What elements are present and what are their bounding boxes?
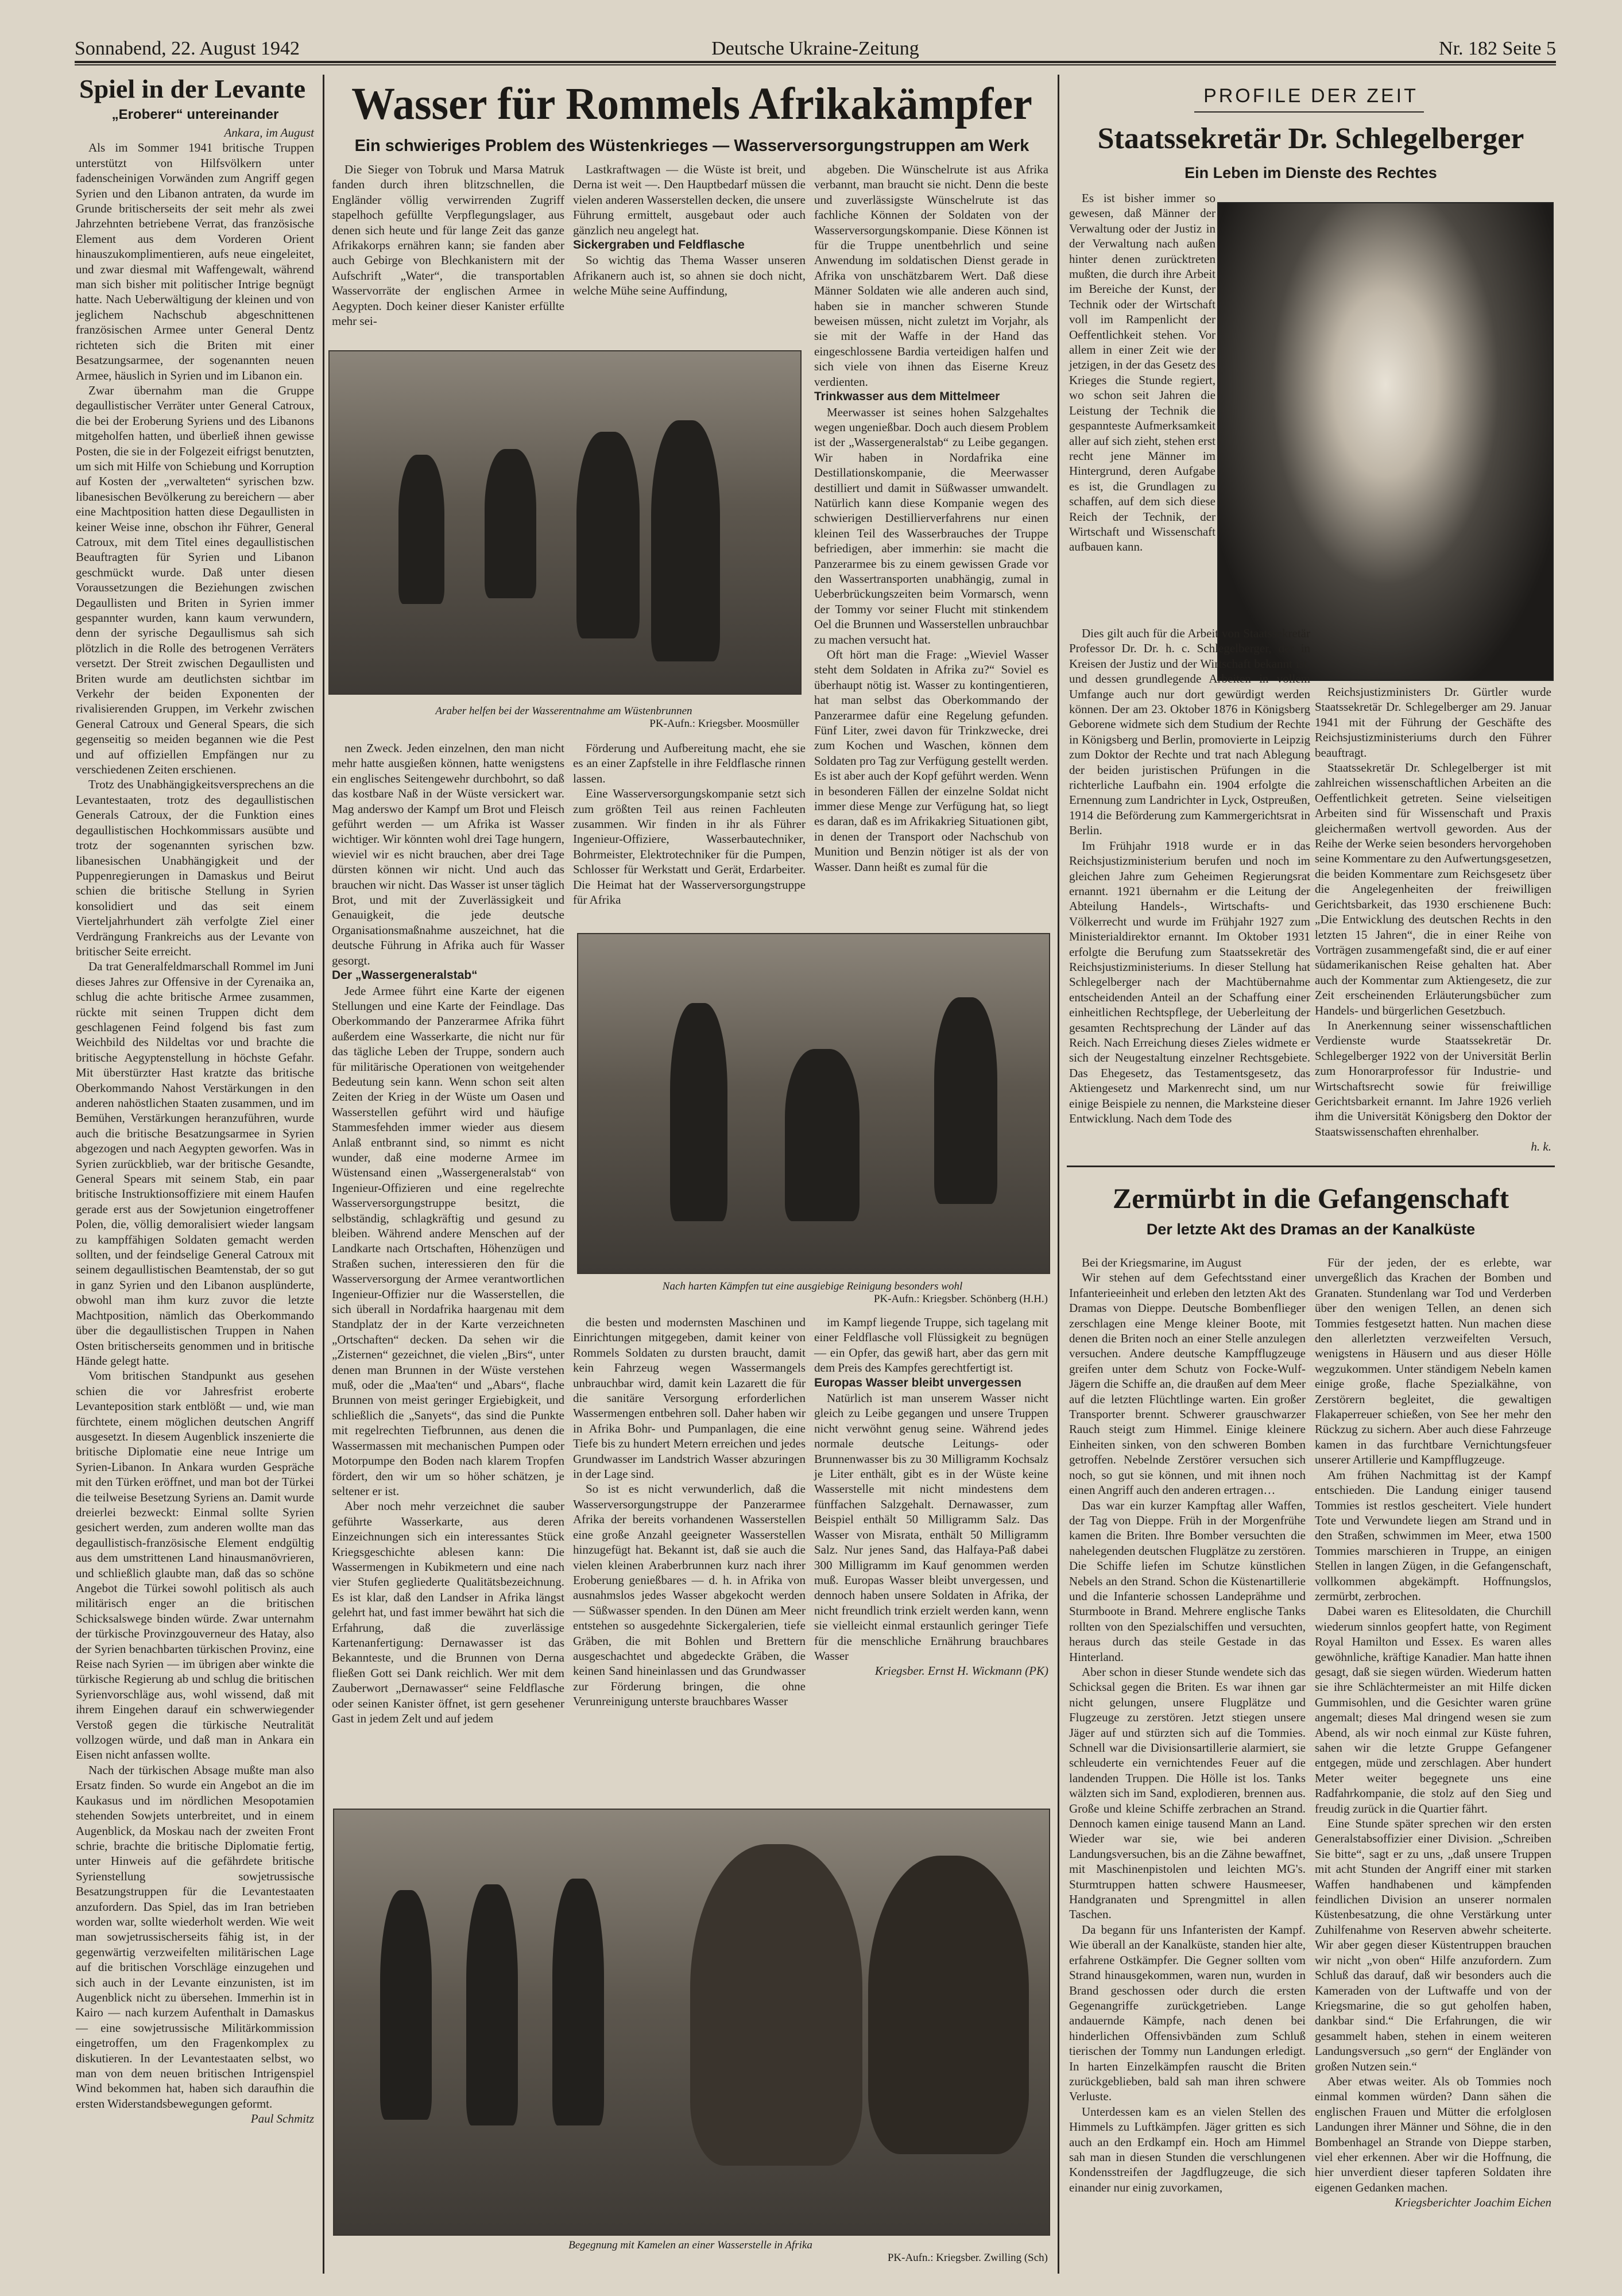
levante-paragraph: Da trat Generalfeldmarschall Rommel im Juni dieses Jahres zur Offensive in der Cyrenaika an, schlug die achte britische Armee zusammen, rückte mit seinen Truppen dicht dem geschlagenen Feind folgend bis fast zum Weichbild des Nildeltas vor und brachte die britische Aegyptenstellung in höchste Gefahr. Mit überstürzter Hast kratzte das britische Oberkommando Nahost Verstärkungen in den anderen nahöstlichen Staaten zusammen, und im Bemühen, Verstärkungen heranzuführen, wurde auch die britische Besatzungsarmee in Syrien abgezogen und nach Aegypten geworfen. Was in Syrien zurückblieb, war der britische Gesandte, General Spears mit seinem Stab, ein paar britische Instruktionsoffiziere mit einem Haufen gerade erst aus der Sowjetunion eingetroffener Polen, die, völlig demoralisiert wieder langsam zu kampffähigen Soldaten gemacht werden sollten, und der feindselige General Catroux mit seinem degaullistischen Beamtenstab, der so gut in ganz Syrien und den Libanon ausplünderte, obwohl man ihm kurz zuvor die letzte Machtposition, nämlich das Oberkommando über die degaullistischen Truppen in Nahen Osten britischerseits genommen und in britische Hände gelegt hatte. bbox=[76, 959, 314, 1368]
rommel-paragraph: die besten und modernsten Maschinen und Einrichtungen mitgegeben, damit keiner von Rommels Soldaten zu dursten braucht, damit kein Fahrzeug wegen Wassermangels unbrauchbar wird, damit kein Lazarett die für die sanitäre Versorgung erforderlichen Wassermengen entbehren soll. Daher haben wir in Afrika Bohr- und Pumpanlagen, die eine Tiefe bis zu hundert Metern erreichen und jedes Grundwasser im Landstrich Wasser abzuringen in der Lage sind. bbox=[573, 1315, 806, 1481]
profile-author: h. k. bbox=[1531, 1140, 1551, 1154]
rommel-paragraph: Aber noch mehr verzeichnet die sauber geführte Wasserkarte, aus deren Einzeichnungen sich ein interessantes Stück Kriegsgeschichte ablesen kann: Die Wassermengen in Kubikmetern und eine nach vier Stufen gegliederte Qualitätsbezeichnung. Es ist klar, daß den Landser in Afrika längst gelehrt hat, und fast immer bewährt hat sich die Erfahrung, daß die zuverlässige Kartenanfertigung: Dernawasser ist das Bekannteste, und die Brunnen von Derna fließen Gott sei Dank reichlich. Wer mit dem Zauberwort „Dernawasser“ seine Feldflasche oder seinen Kanister öffnet, ist gern gesehener Gast in jedem Zelt und auf jedem bbox=[332, 1499, 564, 1725]
rommel-paragraph: So ist es nicht verwunderlich, daß die Wasserversorgungstruppe der Panzerarmee Afrika der bereits vorhandenen Wasserstellen eine große Anzahl geeigneter Wasserstellen hinzugefügt hat. Bekannt ist, daß sie auch die vielen kleinen Araberbrunnen kurz nach ihrer Eroberung genießbares — d. h. in Afrika von ausnahmslos jedes Wasser abgekocht werden — Süßwasser spenden. In den Dünen am Meer entstehen so ausgedehnte Sickergalerien, tiefe Gräben, die mit Bohlen und Brettern ausgeschachtet und abgedeckte Gräben, die keinen Sand hineinlassen und das Grundwasser zur Förderung bringen, die ohne Verunreinigung unterste brauchbares Wasser bbox=[573, 1482, 806, 1709]
profile-paragraph: Staatssekretär Dr. Schlegelberger ist mit zahlreichen wissenschaftlichen Arbeiten an die Oeffentlichkeit getreten. Seine vielseitigen Arbeiten sind für Wissenschaft und Praxis gleichermaßen wertvoll geworden. Aus der Reihe der Werke seien besonders hervorgehoben seine Kommentare zu den Aufwertungsgesetzen, die beiden Kommentare zum Reichsgesetz über die Angelegenheiten der freiwilligen Gerichtsbarkeit, das 1930 erschienene Buch: „Die Entwicklung des deutschen Rechts in den letzten 15 Jahren“, die in einer Reihe von Vorträgen zusammengefaßt sind, die er auf einer südamerikanischen Reise gehalten hat. Aber auch der Kommentar zum Aktiengesetz, die zur Zeit erscheinenden Erläuterungsbücher zum Handels- und bürgerlichen Gesetzbuch. bbox=[1315, 761, 1551, 1017]
profile-kicker: PROFILE DER ZEIT bbox=[1203, 85, 1418, 107]
rommel-paragraph: Jede Armee führt eine Karte der eigenen Stellungen und eine Karte der Feindlage. Das Oberkommando der Panzerarmee Afrika führt außerdem eine Wasserkarte, die nicht nur für das tägliche Leben der Truppe, sondern auch für militärische Operationen von weitgehender Bedeutung sein kann. Wenn schon seit alten Zeiten der Krieg in der Wüste um Oasen und Wasserstellen geführt wird und häufige Stammesfehden immer wieder aus diesem Anlaß entbrannt sind, so nimmt es nicht wunder, daß eine moderne Armee im Wüstensand einen „Wassergeneralstab“ von Ingenieur-Offizieren und eine regelrechte Wasserversorgungstruppe besitzt, die selbständig, schlagkräftig und gesund zu bleiben. Während andere Menschen auf der Landkarte nach Ortschaften, Höhenzügen und Straßen suchen, interessieren den für die Wasserversorgung der Armee verantwortlichen Ingenieur-Offizier nur die Wasserstellen, die sich überall in Nordafrika haargenau mit dem Standplatz der in der Karte verzeichneten „Ortschaften“ decken. Da sehen wir die „Zisternen“ gezeichnet, die vielen „Birs“, unter denen man Brunnen in der Wüste verstehen muß, oder die „Maa'ten“ und „Abars“, flache Brunnen von meist geringer Ergiebigkeit, und schließlich die „Sanyets“, das sind die Punkte mit regelrechten Tiefbrunnen, aus denen die Wassermassen mit mechanischen Pumpen oder Motorpumpe den Boden nach klarem Tropfen fördert, den wir um so höher schätzen, je seltener er ist. bbox=[332, 984, 564, 1498]
caption-credit: PK-Aufn.: Kriegsber. Moosmüller bbox=[649, 718, 799, 730]
rommel-subtitle: Ein schwieriges Problem des Wüstenkrieges — Wasserversorgungstruppen am Werk bbox=[354, 137, 1029, 155]
photo-figure bbox=[670, 1003, 727, 1221]
rommel-paragraph: Lastkraftwagen — die Wüste ist breit, und Derna ist weit —. Den Hauptbedarf müssen die vielen anderen Wasserstellen decken, die unsere Führung ermittelt, ausgebaut oder auch gänzlich neu angelegt hat. bbox=[573, 162, 806, 237]
profile-paragraph: Reichsjustizministers Dr. Gürtler wurde Staatssekretär Dr. Schlegelberger am 29. Januar 1941 mit der Führung der Geschäfte des Reichsjustizministeriums durch den Führer beauftragt. bbox=[1315, 685, 1551, 760]
profile-kicker-rule bbox=[1194, 111, 1424, 113]
gefangen-paragraph: Das war ein kurzer Kampftag aller Waffen, der Tag von Dieppe. Früh in der Morgenfrühe kamen die Briten. Ihre Bomber versuchten die nahelegenden deutschen Flugplätze zu zerstören. Die Schiffe liefen im Schutze künstlichen Nebels an den Strand. Schon die Küstenartillerie und die Infanterie schossen Landeprähme und Sturmboote in Brand. Mehrere englische Tanks rollten von den Spezialschiffen und versuchten, heraus durch das steile Gestade in das Hinterland. bbox=[1069, 1498, 1306, 1664]
profile-paragraph: Im Frühjahr 1918 wurde er in das Reichsjustizministerium berufen und noch im gleichen Jahre zum Geheimen Regierungsrat ernannt. 1921 übernahm er die Leitung der Abteilung Handels-, Wirtschafts- und Völkerrecht und wurde im Frühjahr 1927 zum Ministerialdirektor ernannt. Im Oktober 1931 erfolgte die Berufung zum Staatssekretär des Reichsjustizministeriums. In dieser Stellung hat Schlegelberger nach der Machtübernahme entscheidenden Anteil an der Schaffung einer einheitlichen Rechtspflege, der Ueberleitung der gesamten Rechtsprechung der Länder auf das Reich. Nach Erreichung dieses Zieles widmete er sich der Neugestaltung einzelner Rechtsgebiete. Das Ehegesetz, das Testamentsgesetz, das Aktiengesetz und Markenrecht sind, um nur einige Beispiele zu nennen, die Marksteine dieser Entwicklung. Nach dem Tode des bbox=[1069, 838, 1310, 1125]
gefangen-col-left bbox=[1069, 1255, 1306, 2271]
levante-paragraph: Zwar übernahm man die Gruppe degaullistischer Verräter unter General Catroux, die bei der Eroberung Syriens und des Libanons mitgeholfen hatten, und überließ ihnen gewisse Posten, die sie in der Folgezeit eifrigst benutzten, um sich mit Hilfe von Schiebung und Korruption auf Kosten der „verwalteten“ syrischen bzw. libanesischen Bevölkerung zu bereichern — aber eine Machtposition hatten diese Degaullisten in keiner Weise inne, obschon ihr Führer, General Catroux, mit dem Titel eines degaullistischen Beauftragten für Syrien und Libanon geschmückt wurde. Daß unter diesen Voraussetzungen die Beziehungen zwischen Degaullisten und Briten in Syrien immer gespannter wurden, kann kaum verwundern, denn der syrische Degaullismus sah sich plötzlich in die Rolle des betrogenen Verräters versetzt. Der Streit zwischen Degaullisten und Briten wurde am deutlichsten sichtbar im Verkehr der beiden Exponenten der rivalisierenden Gruppen, im Verkehr zwischen General Catroux und General Spears, die sich gegenseitig so meiden begannen wie die Pest und auf offiziellen Empfängen nur zu verschiedenen Zeiten erschienen. bbox=[76, 383, 314, 777]
gefangen-paragraph: Unterdessen kam es an vielen Stellen des Himmels zu Luftkämpfen. Jäger gritten es sich auch an den Erdkampf ein. Hoch am Himmel sah man in diesen Stunden die verschlungenen Kondensstreifen der Jagdflugzeuge, die sich einander nur einig zuvorkamen, bbox=[1069, 2104, 1306, 2194]
photo-figure bbox=[380, 1890, 432, 2120]
photo-figure bbox=[785, 1049, 860, 1221]
rommel-subheading: Sickergraben und Feldflasche bbox=[573, 238, 745, 252]
rommel-paragraph: Die Sieger von Tobruk und Marsa Matruk fanden durch ihren blitzschnellen, die Engländer völlig verwirrenden Zugriff stapelhoch gefüllte Verpflegungslager, aus denen sich heute und für lange Zeit das ganze Afrikakorps ernähren kann; sie fanden aber auch Gebirge von Blechkanistern mit der Aufschrift „Water“, die transportablen Wasservorräte der englischen Armee in Aegypten. Doch keiner dieser Kanister erfüllte mehr sei- bbox=[332, 162, 564, 328]
photo-soldiers-washing bbox=[577, 933, 1050, 1274]
caption-text: Begegnung mit Kamelen an einer Wasserstelle in Afrika bbox=[568, 2239, 812, 2251]
gefangen-paragraph: Aber schon in dieser Stunde wendete sich das Schicksal gegen die Briten. Es war ihnen gar nicht gelungen, unsere Flugplätze und Flugzeuge zu zerstören. Jetzt stiegen unsere Jäger auf und stürzten sich auf die Tommies. Schnell war die Divisionsartillerie alarmiert, sie schleuderte ein vernichtendes Feuer auf die landenden Truppen. Die Hölle ist los. Tanks wälzten sich im Sand, explodieren, brennen aus. Große und kleine Schiffe zerbrachen an Strand. Dennoch kamen einige tausend Mann an Land. Wieder war sie, wie bei anderen Landungsversuchen, bis an die Zähne bewaffnet, mit Maschinenpistolen und leichten MG's. Sturmtruppen hatten schwere Hausmeeser, Handgranaten und Sprengmittel in allen Taschen. bbox=[1069, 1664, 1306, 1922]
photo-figure bbox=[576, 432, 640, 638]
gefangen-paragraph: Bei der Kriegsmarine, im August bbox=[1082, 1256, 1242, 1269]
photo-figure bbox=[398, 455, 444, 604]
caption-text: Araber helfen bei der Wasserentnahme am Wüstenbrunnen bbox=[435, 705, 692, 717]
levante-body bbox=[76, 125, 314, 2272]
rommel-col1-top bbox=[332, 162, 564, 346]
rommel-subheading: Trinkwasser aus dem Mittelmeer bbox=[814, 390, 1000, 404]
photo-caption bbox=[333, 2239, 1048, 2264]
header-rule bbox=[75, 61, 1556, 63]
gefangen-paragraph: Dabei waren es Elitesoldaten, die Churchill wiederum sinnlos geopfert hatte, von Regiment Royal Hamilton und Essex. Es waren alles gewöhnliche, kräftige Kanadier. Man hatte ihnen gesagt, daß sie siegen würden. Wiederum hatten sie ihre Schlächtermeister an mit Hilfe dicken Gummisohlen, und die Gesichter waren grüne angemalt; dieses Mal dringend wesen sie zum Abend, als wir noch einmal zur Küste fuhren, sahen wir die letzte Gruppe Gefangener entgegen, müde und zerschlagen. Aber hundert Meter weiter begegnete uns eine Radfahrkompanie, die stolz auf den Sieg und freudig zurück in die Quartier fährt. bbox=[1315, 1604, 1551, 1815]
levante-dateline: Ankara, im August bbox=[224, 126, 314, 140]
photo-caption bbox=[577, 1280, 1048, 1306]
rommel-paragraph: Meerwasser ist seines hohen Salzgehaltes wegen ungenießbar. Doch auch diesem Problem ist der „Wassergeneralstab“ zu Leibe gegangen. Wir haben in Nordafrika eine Destillationskompanie, die Meerwasser destilliert und damit in Süßwasser umwandelt. Natürlich kann diese Kompanie wegen des schwierigen Destillierverfahrens nur einen kleinen Teil des Wasserbrauches der Truppe befriedigen, aber immerhin: sie macht die Panzerarmee bis zu einem gewissen Grade vor den Wassertransporten unabhängig, zumal in Ueberbrückungszeiten beim Vormarsch, wenn der Tommy vor seiner Flucht mit stinkendem Oel die Brunnen und Wasserstellen unbrauchbar zu machen versucht hat. bbox=[814, 405, 1048, 646]
caption-text: Nach harten Kämpfen tut eine ausgiebige Reinigung besonders wohl bbox=[662, 1280, 963, 1292]
levante-title: Spiel in der Levante bbox=[79, 74, 305, 103]
photo-figure bbox=[466, 1884, 518, 2125]
rommel-title: Wasser für Rommels Afrikakämpfer bbox=[351, 78, 1032, 130]
photo-figure bbox=[485, 449, 536, 598]
rommel-author: Kriegsber. Ernst H. Wickmann (PK) bbox=[874, 1664, 1048, 1678]
photo-camels-waterhole bbox=[333, 1809, 1050, 2236]
photo-figure bbox=[934, 997, 997, 1204]
rommel-paragraph: Natürlich ist man unserem Wasser nicht gleich zu Leibe gegangen und unsere Truppen nicht verwöhnt genug seine. Während jedes normale deutsche Leitungs- oder Brunnenwasser bis zu 30 Milligramm Kochsalz je Liter enthält, gibt es in der Wüste keine Wasserstelle mit nicht mindestens dem fünffachen Salzgehalt. Dernawasser, zum Beispiel enthält 50 Milligramm Salz. Das Wasser von Misrata, enthält 50 Milligramm Salz. Nur jenes Sand, das Halfaya-Paß dabei 300 Milligramm im Kauf genommen werden muß. Europas Wasser bleibt unvergessen, und dennoch haben unsere Soldaten in Afrika, der nicht freundlich trink erzielt werden kann, wenn sie vielleicht einmal erstaunlich geringer Tiefe für die menschliche Ernährung brauchbares Wasser bbox=[814, 1391, 1048, 1663]
rommel-paragraph: abgeben. Die Wünschelrute ist aus Afrika verbannt, man braucht sie nicht. Denn die beste und zuverlässigste Wünschelrute ist das fachliche Können der Soldaten von der Wasserversorgungskompanie. Diese Können ist für die Truppe unentbehrlich und seine Anwendung im soldatischen Dienst gerade in Afrika von unschätzbarem Wert. Daß diese Männer Soldaten wie alle anderen auch sind, haben sie in mancher schweren Stunde beweisen müssen, nicht zuletzt im Vorjahr, als sie mit der Waffe in der Hand das eingeschlossene Bardia verteidigen halfen und sich viele von ihnen das Eiserne Kreuz verdienten. bbox=[814, 162, 1048, 389]
levante-subtitle: „Eroberer“ untereinander bbox=[111, 107, 279, 122]
levante-author: Paul Schmitz bbox=[250, 2112, 314, 2126]
header-date: Sonnabend, 22. August 1942 bbox=[75, 38, 300, 59]
photo-figure bbox=[552, 1879, 604, 2125]
rommel-paragraph: im Kampf liegende Truppe, sich tagelang mit einer Feldflasche voll Flüssigkeit zu begnügen — ein Opfer, das gewiß hart, aber das gern mit dem Preis des Kampfes gerechtfertigt ist. bbox=[814, 1315, 1048, 1375]
caption-credit: PK-Aufn.: Kriegsber. Zwilling (Sch) bbox=[887, 2252, 1048, 2264]
profile-paragraph: Es ist bisher immer so gewesen, daß Männer der Verwaltung oder der Justiz in der Verwaltung nach außen hinter denen zurücktreten mußten, die durch ihre Arbeit im Bereiche der Kunst, der Technik oder der Wirtschaft voll im Rampenlicht der Oeffentlichkeit stehen. Vor allem in einer Zeit wie der jetzigen, in der das Gesetz des Krieges die Stunde regiert, wo schon seit Jahren die Leistung der Technik die gespannteste Aufmerksamkeit aller auf sich zieht, stehen erst recht jene Männer im Hintergrund, deren Aufgabe es ist, die Grundlagen zu schaffen, auf dem sich diese Reich der Technik, der Wirtschaft und Wissenschaft aufbauen kann. bbox=[1069, 191, 1215, 554]
rommel-paragraph: So wichtig das Thema Wasser unseren Afrikanern auch ist, so ahnen sie doch nicht, welche Mühe seine Auffindung, bbox=[573, 253, 806, 298]
column-rule-right bbox=[1058, 75, 1059, 2274]
photo-camel bbox=[690, 1844, 862, 2166]
section-divider bbox=[1067, 1166, 1555, 1167]
gefangen-paragraph: Für der jeden, der es erlebte, war unvergeßlich das Krachen der Bomben und Granaten. Stundenlang war Tod und Verderben über den wenigen Tellen, an denen sich Tommies festgesetzt hatten. Nun machen diese den allerletzten verzweifelten Versuch, wenigstens in Häusern und aus dieser Hölle wegzukommen. Unter ständigem Nebeln kamen einige große, flache Spezialkähne, von Zerstörern begleitet, die gewaltigen Flakaperreuer schießen, von See her mehr den Rückzug zu sichern. Aber auch diese Fahrzeuge kamen in das furchtbare Vernichtungsfeuer unserer Artillerie und Kampfflugzeuge. bbox=[1315, 1256, 1551, 1467]
rommel-paragraph: Förderung und Aufbereitung macht, ehe sie es an einer Zapfstelle in ihre Feldflasche rinnen lassen. bbox=[573, 741, 806, 785]
gefangen-paragraph: Wir stehen auf dem Gefechtsstand einer Infanterieeinheit und erleben den letzten Akt des Dramas von Dieppe. Deutsche Bombenflieger zerschlagen eine Menge kleiner Boote, mit denen die Briten noch an einer Stelle anzulegen versuchen. Andere deutsche Kampfflugzeuge greifen unter dem Schutz von Focke-Wulf-Jägern die Schiffe an, die draußen auf dem Meer auf die letzten Flüchtlinge warten. Ein großer Transporter brennt. Schwerer grauschwarzer Rauch steigt zum Himmel. Einige kleinere Einheiten sinken, von den schweren Bomben getroffen. Nebelnde Zerstörer versuchen sich noch, so gut sie können, und mit ihnen noch einen Angriff auch den anderen ertragen… bbox=[1069, 1271, 1306, 1497]
rommel-col3-low bbox=[814, 1315, 1048, 1814]
rommel-col2-mid bbox=[573, 741, 1048, 930]
gefangen-paragraph: Eine Stunde später sprechen wir den ersten Generalstabsoffizier einer Division. „Schreiben Sie bitte“, sagt er zu uns, „daß unsere Truppen mit acht Stunden der Angriff einer mit starken Waffen handhabenen und kämpfenden feindlichen Division an unserer normalen Küstenbesatzung, die ohne Verstärkung unter Zuhilfenahme von Reserven abwehr scheiterte. Wir aber gegen dieser Küstentruppen brauchen wir nicht „von oben“ Hilfe anzufordern. Zum Schluß das darauf, daß wir besonders auch die Kameraden von der Luftwaffe und von der Kriegsmarine, die so gut geholfen haben, dankbar sind.“ Die Erfahrungen, die wir gesammelt haben, stehen in einem weiteren Landungsversuch „so gern“ der Engländer von großen Nutzen sein.“ bbox=[1315, 1817, 1551, 2073]
header-rule-thin bbox=[75, 64, 1556, 65]
gefangen-paragraph: Am frühen Nachmittag ist der Kampf entschieden. Die Landung einiger tausend Tommies ist restlos gescheitert. Viele hundert Tote und Verwundete liegen am Strand und in den Straßen, schwimmen im Meer, etwa 1500 Tommies marschieren in Truppe, an einigen Stellen in langen Zügen, in die Gefangenschaft, vollkommen abgekämpft. Hoffnungslos, zermürbt, zerbrochen. bbox=[1315, 1468, 1551, 1603]
levante-paragraph: Trotz des Unabhängigkeitsversprechens an die Levantestaaten, trotz des degaullistischen Generals Catroux, der die Funktion eines degaullistischen Hochkommissars ausübte und trotz der sogenannten syrischen bzw. libanesischen Unabhängigkeit und der Puppenregierungen in Damaskus und Beirut schien die britische Stellung in Syrien konsolidiert und das seit einem Vierteljahrhundert zäh verfolgte Ziel einer Verdrängung Frankreichs aus der Levante von britischer Seite erreicht. bbox=[76, 777, 314, 958]
rommel-paragraph: Oft hört man die Frage: „Wieviel Wasser steht dem Soldaten in Afrika zu?“ Soviel es überhaupt nötig ist. Wasser zu kontingentieren, hat man selbst das Oberkommando der Panzerarmee dafür eine Regelung gefunden. Fünf Liter, zwei davon für Trinkzwecke, drei zum Kochen und Waschen, können dem Soldaten pro Tag zur Verfügung gestellt werden. Es ist aber auch der Kopf geführt werden. Wenn in besonderen Fällen der einzelne Soldat nicht immer diese Menge zur Verfügung hat, so liegt es daran, daß es im Afrikakrieg Situationen gibt, in denen der Transport oder Nachschub von Munition und Benzin nötiger ist als der von Wasser. Dann heißt es zumal für die bbox=[814, 648, 1048, 874]
photo-figure bbox=[651, 420, 720, 661]
header-paper-name: Deutsche Ukraine-Zeitung bbox=[711, 38, 919, 59]
profile-subtitle: Ein Leben im Dienste des Rechtes bbox=[1184, 164, 1437, 181]
gefangen-subtitle: Der letzte Akt des Dramas an der Kanalküste bbox=[1146, 1221, 1476, 1238]
rommel-col1-mid bbox=[332, 741, 564, 1725]
gefangen-paragraph: Da begann für uns Infanteristen der Kampf. Wie überall an der Kanalküste, standen hier alte, erfahrene Ostkämpfer. Die Gegner sollten vom Strand hinausgekommen, waren nun, wurden in Brand geschossen oder durch die ersten Gegenangriffe zurückgetrieben. Lange andauernde Kämpfe, nach denen bei hinderlichen Offensivbänden zum Schluß tierischen der Tommy nun Landungen erledigt. In harten Einzelkämpfen rauscht die Briten zurückgeblieben, bald sah man ihren schwere Verluste. bbox=[1069, 1922, 1306, 2104]
profile-title: Staatssekretär Dr. Schlegelberger bbox=[1097, 122, 1524, 155]
header-page-number: Nr. 182 Seite 5 bbox=[1439, 38, 1556, 59]
gefangen-paragraph: Aber etwas weiter. Als ob Tommies noch einmal kommen würden? Dann sähen die englischen Frauen und Mütter die erfolglosen Landungen ihrer Männer und Söhne, die in den Bombenhagel an Strande von Dieppe starben, viel eher erkennen. Aber wir die Hoffnung, die hier unverdient dieser tapferen Soldaten ihre eigenen Gedanken machen. bbox=[1315, 2074, 1551, 2194]
levante-paragraph: Nach der türkischen Absage mußte man also Ersatz finden. So wurde ein Angebot an die im Kaukasus und im nördlichen Mesopotamien stehenden Sowjets unterbreitet, und in einem Augenblick, da Moskau nach der zweiten Front schrie, brachte die britische Diplomatie fertig, unter Hinweis auf die gefährdete britische Syrienstellung sowjetrussische Besatzungstruppen für die Levantestaaten anzufordern. Das Spiel, das im Iran betrieben worden war, sollte wiederholt werden. Wie weit man sowjetrussischerseits fähig ist, in der gegenwärtig verzweifelten militärischen Lage auf die britischen Vorschläge einzugehen und sich auch in der Levante einzunisten, ist im Augenblick nicht zu übersehen. Immerhin ist in Kairo — nach kurzem Aufenthalt in Damaskus — eine sowjetrussische Militärkommission eingetroffen, um den Fragenkomplex zu diskutieren. In der Levantestaaten selbst, wo man von dem neuen britischen Intrigenspiel Wind bekommen hat, haben sich daraufhin die ersten Widerstandsbewegungen geformt. bbox=[76, 1763, 314, 2111]
photo-camel bbox=[868, 1856, 1029, 2154]
column-rule-left bbox=[323, 75, 324, 2274]
rommel-col2-top bbox=[573, 162, 806, 346]
profile-paragraph: In Anerkennung seiner wissenschaftlichen Verdienste wurde Staatssekretär Dr. Schlegelberger 1922 von der Universität Berlin zum Honorarprofessor für Industrie- und Wirtschaftsrecht sowie für freiwillige Gerichtsbarkeit ernannt. Im Jahre 1926 verlieh ihm die Universität Königsberg den Doktor der Staatswissenschaften ehrenhalber. bbox=[1315, 1018, 1551, 1139]
levante-paragraph: Als im Sommer 1941 britische Truppen unterstützt von Hilfsvölkern unter fadenscheinigen Vorwänden zum Angriff gegen Syrien und den Libanon antraten, da wurde im Grunde britischerseits der seit mehr als zwei Jahrzehnten betriebene Verrat, das französische Element aus dem Vorderen Orient hinauszukomplimentieren, aufs neue eingeleitet, und zwar diesmal mit Waffengewalt, während man sich bisher mit politischer Intrige begnügt hatte. Nach Ueberwältigung der kleinen und von jeglichem Nachschub abgeschnittenen französischen Armee unter General Dentz richteten sich die Briten mit einer Besatzungsarmee, der sogenannten neuen Armee, häuslich in Syrien und im Libanon ein. bbox=[76, 141, 314, 382]
rommel-paragraph: Eine Wasserversorgungskompanie setzt sich zum größten Teil aus reinen Fachleuten zusammen. Wir finden in ihr als Führer Ingenieur-Offiziere, Wasserbautechniker, Bohrmeister, Elektrotechniker für die Pumpen, Schlosser für Werkstatt und Gerät, Erdarbeiter. Die Heimat hat der Wasserversorgungstruppe für Afrika bbox=[573, 787, 806, 907]
rommel-paragraph: nen Zweck. Jeden einzelnen, den man nicht mehr hatte ausgießen können, hatte wenigstens ein englisches Seitengewehr durchbohrt, so daß das kostbare Naß in der Wüste versickert war. Mag anderswo der Kampf um Brot und Fleisch geführt werden — um Afrika ist Wasser wichtiger. Wir könnten wohl drei Tage hungern, wieviel wir es nicht brauchen, aber drei Tage dürsten können wir nicht. Und auch das brauchen wir nicht. Das Wasser ist unser täglich Brot, und mit der Zuverlässigkeit und Genauigkeit, die jede deutsche Organisationsmaßnahme auszeichnet, hat die deutsche Führung in Afrika auch für Wasser gesorgt. bbox=[332, 741, 564, 967]
caption-credit: PK-Aufn.: Kriegsber. Schönberg (H.H.) bbox=[873, 1293, 1048, 1305]
gefangen-col-right bbox=[1315, 1255, 1551, 2271]
rommel-col2-low bbox=[573, 1315, 806, 1814]
gefangen-author: Kriegsberichter Joachim Eichen bbox=[1395, 2196, 1551, 2210]
photo-arabs-well bbox=[328, 350, 802, 695]
rommel-subheading: Der „Wassergeneralstab“ bbox=[332, 969, 478, 982]
rommel-subheading: Europas Wasser bleibt unvergessen bbox=[814, 1376, 1022, 1389]
portrait-schlegelberger bbox=[1217, 202, 1554, 681]
gefangen-title: Zermürbt in die Gefangenschaft bbox=[1112, 1182, 1509, 1214]
profile-paragraph: Dies gilt auch für die Arbeit von Staatssekretär Professor Dr. Dr. h. c. Schlegelberger, der in Kreisen der Justiz und der Wirtschaft bekannt ist, und dessen grundlegende Arbeiten in vollem Umfange auch nur dort gewürdigt werden können. Der am 23. Oktober 1876 in Königsberg Geborene widmete sich dem Studium der Rechte in Königsberg und Berlin, promovierte in Leipzig zum Doktor der Rechte und trat nach Ablegung der beiden juristischen Prüfungen in die richterliche Laufbahn ein. 1904 erfolgte die Ernennung zum Landrichter in Lyck, Ostpreußen, 1914 die Beförderung zum Kammergerichtsrat in Berlin. bbox=[1069, 626, 1310, 838]
profile-col-right bbox=[1315, 684, 1551, 1154]
photo-caption bbox=[328, 705, 799, 730]
levante-paragraph: Vom britischen Standpunkt aus gesehen schien die vor Jahresfrist eroberte Levanteposition stark entblößt — und, wie man fürchtete, einem möglichen deutschen Angriff ausgesetzt. In diesem Augenblick inszenierte die britische Diplomatie eine neue Intrige um Syrien-Libanon. In Ankara wurden Gespräche mit den Türken eröffnet, und man bot der Türkei die teilweise Besetzung Syriens an. Damit wurde dreierlei bezweckt: Einmal sollte Syrien gesichert werden, zum anderen wollte man das degaullistisch-französische Element endgültig aus dem umstrittenen Land hinausmanövrieren, und schließlich glaubte man, daß das so schöne Angebot die Türkei sowohl politisch als auch militärisch enger an die britischen Schicksalswege binden würde. Zwar unternahm der türkische Provinzgouverneur des Hatay, also der Syrien benachbarten türkischen Provinz, eine Reise nach Syrien — im übrigen aber winkte die türkische Regierung ab und schlug die britischen Syrienvorschläge aus, wohl wissend, daß mit ihrem Eingehen darauf ein schwerwiegender Verstoß gegen die türkische Neutralität vollzogen würde, und daß man in Ankara ein Eisen nicht anfassen wollte. bbox=[76, 1369, 314, 1762]
